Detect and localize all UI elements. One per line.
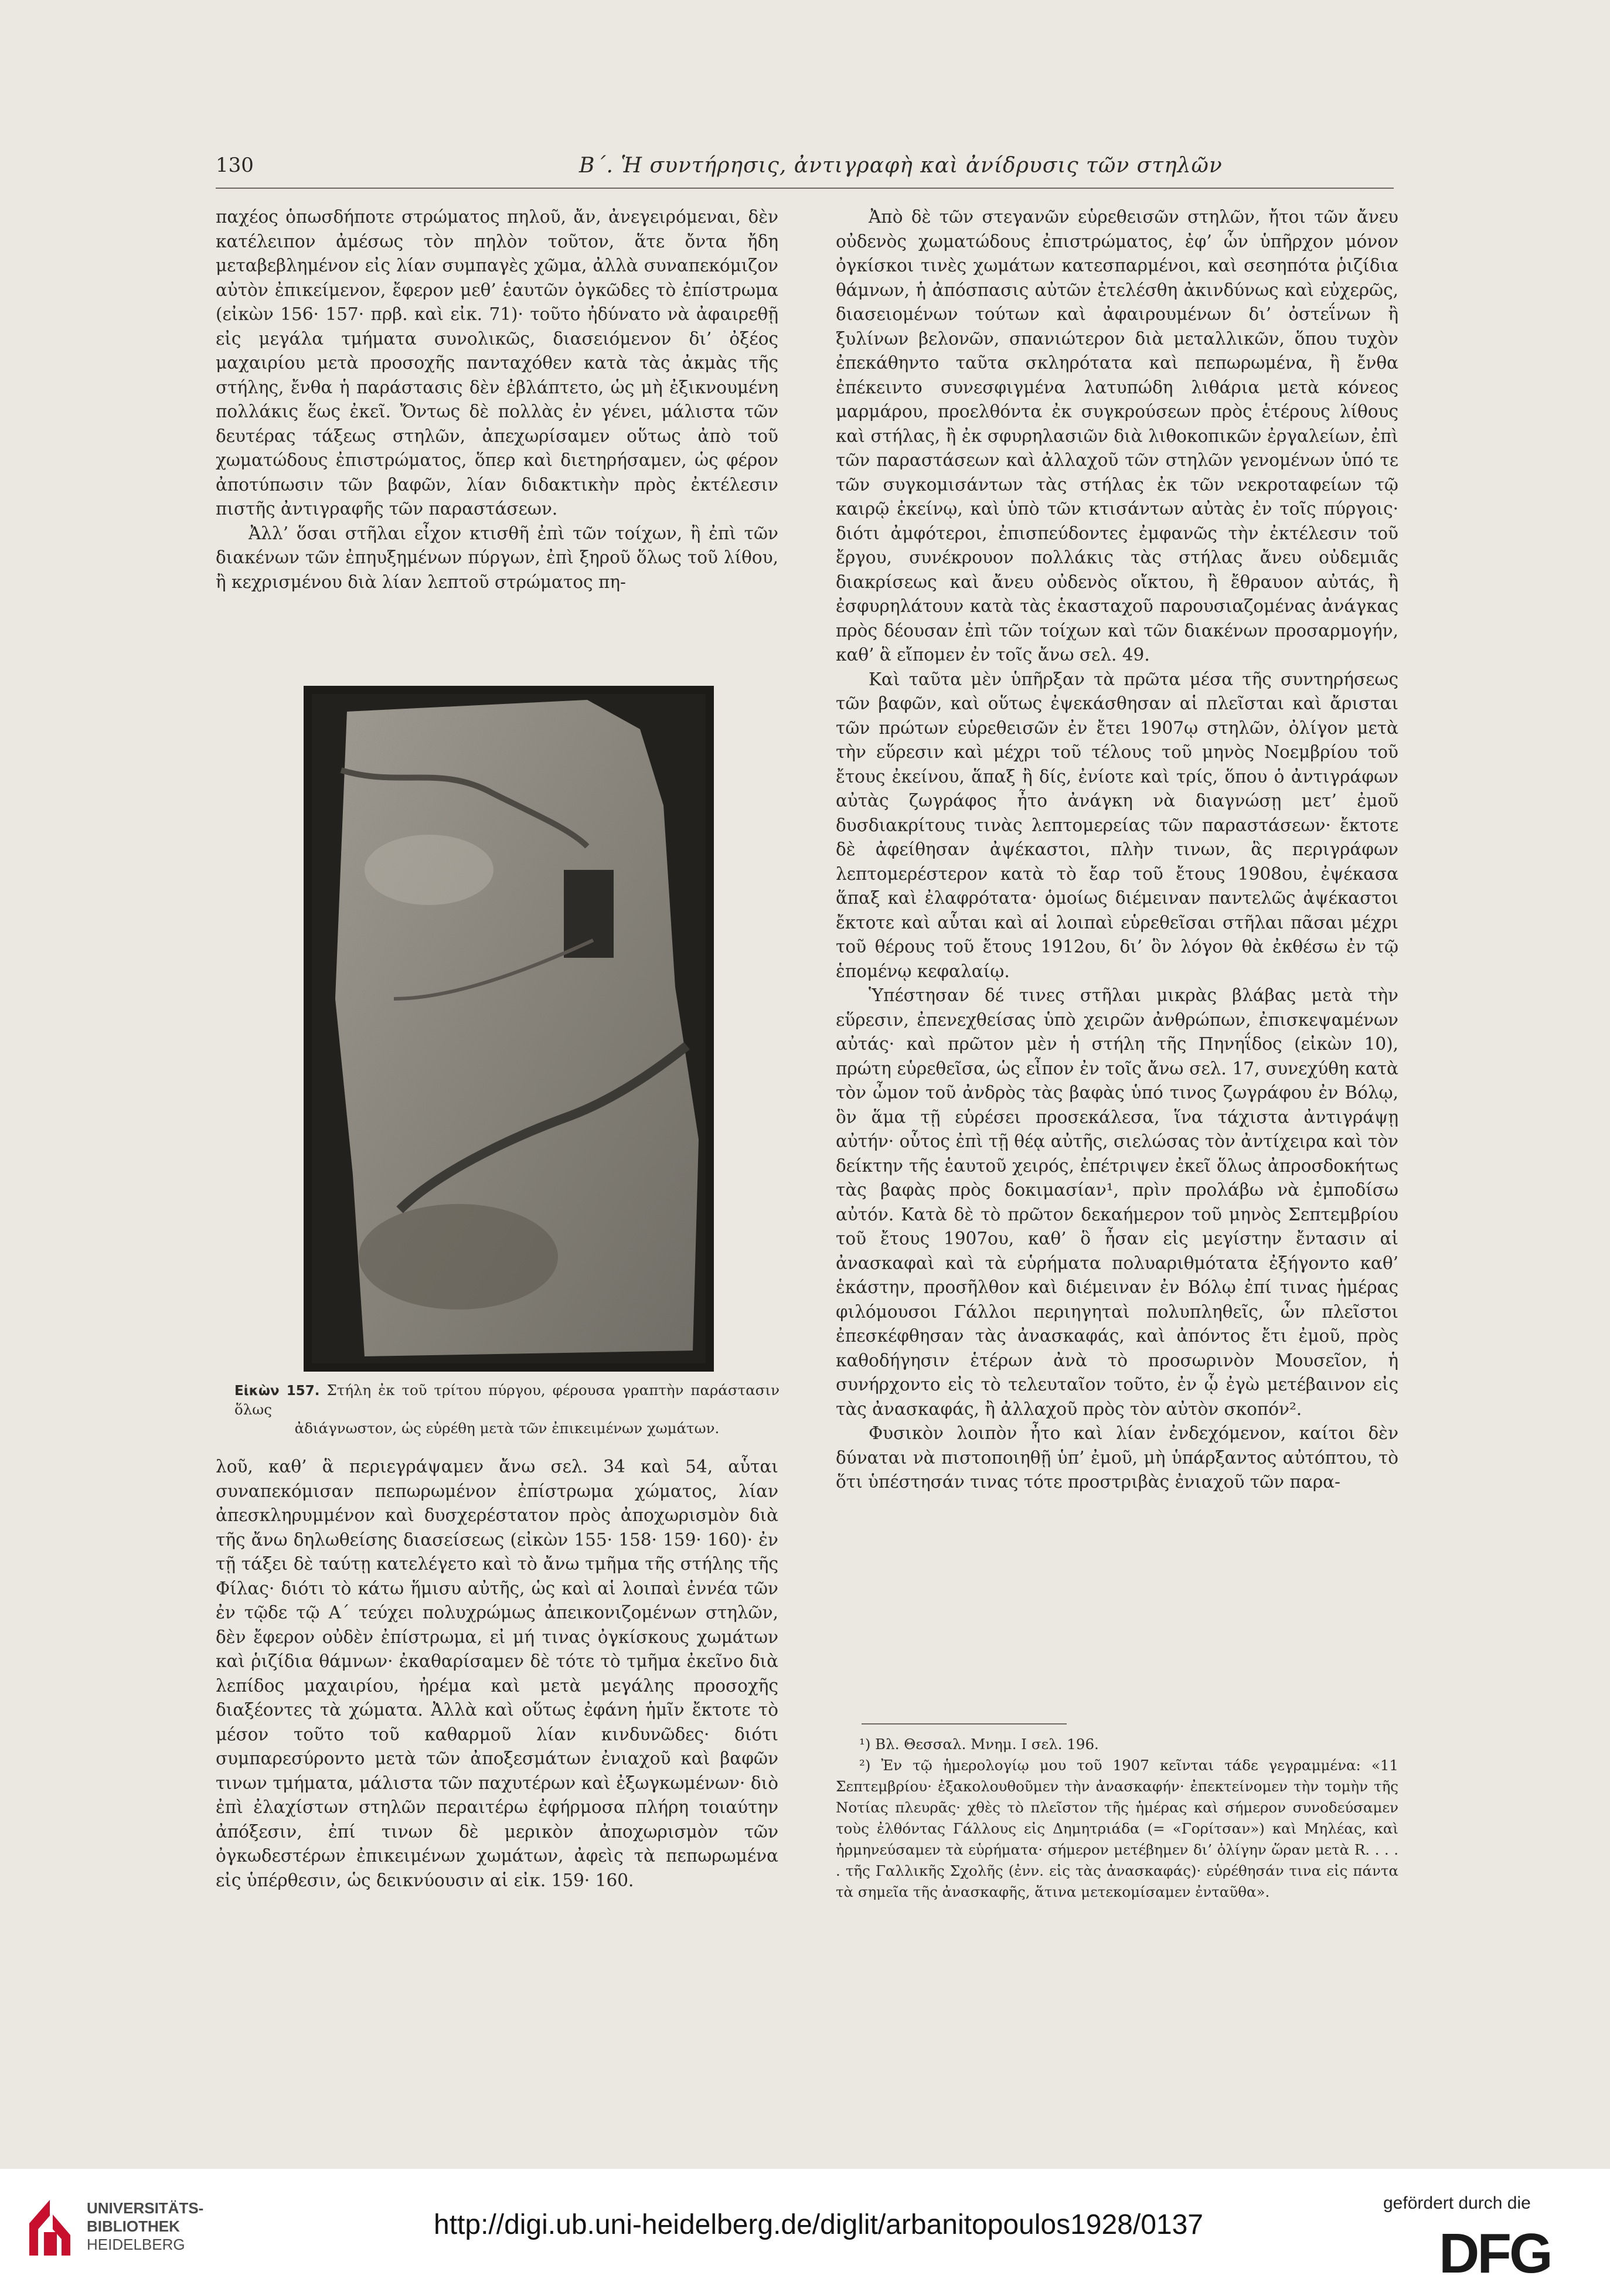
permalink[interactable]: http://digi.ub.uni-heidelberg.de/diglit/arbanitopoulos1928/0137 xyxy=(434,2209,1203,2240)
funded-by-label: gefördert durch die xyxy=(1383,2193,1531,2213)
library-name-line: HEIDELBERG xyxy=(87,2236,185,2253)
paragraph: Ἀλλ’ ὅσαι στῆλαι εἶχον κτισθῆ ἐπὶ τῶν τοίχων, ἢ ἐπὶ τῶν διακένων τῶν ἐπηυξημένων πύργων, ἐπὶ ξηροῦ ὅλως τοῦ λίθου, ἢ κεχρισμένου διὰ λίαν λεπτοῦ στρώματος πη- xyxy=(216,523,778,592)
right-column xyxy=(836,205,1398,1495)
library-name-line: BIBLIOTHEK xyxy=(87,2217,180,2235)
footnote: ²) Ἐν τῷ ἡμερολογίῳ μου τοῦ 1907 κεῖνται τάδε γεγραμμένα: «11 Σεπτεμβρίου· ἐξακολουθοῦμεν τὴν ἀνασκαφήν· ἐπεκτείνομεν τὴν τομὴν τῆς Νοτίας πλευρᾶς· χθὲς τὸ πλεῖστον τῆς ἡμέρας καὶ σήμερον συνοδεύσαμεν τοὺς ἐλθόντας Γάλλους εἰς Δημητριάδα (= «Γορίτσαν») καὶ Μηλέας, καὶ ἠρμηνεύσαμεν τὰ εὑρήματα· σήμερον μετέβημεν δι’ ὀλίγην ὥραν μετὰ R. . . . . τῆς Γαλλικῆς Σχολῆς (ἐνν. εἰς τὰς ἀνασκαφάς)· εὑρέθησάν τινα εἰς πάντα τὰ σημεῖα τῆς ἀνασκαφῆς, ἅτινα μετεκομίσαμεν ἐνταῦθα». xyxy=(836,1757,1398,1900)
paragraph: λοῦ, καθ’ ἃ περιεγράψαμεν ἄνω σελ. 34 καὶ 54, αὗται συναπεκόμισαν πεπωρωμένον ἐπίστρωμα χώματος, λίαν ἀπεσκληρυμμένον καὶ δυσχερέστατον πρὸς ἀποχωρισμὸν διὰ τῆς ἄνω δηλωθείσης διασείσεως (εἰκὼν 155· 158· 159· 160)· ἐν τῇ τάξει δὲ ταύτῃ κατελέγετο καὶ τὸ ἄνω τμῆμα τῆς στήλης τῆς Φίλας· διότι τὸ κάτω ἥμισυ αὐτῆς, ὡς καὶ αἱ λοιπαὶ ἐννέα τῶν ἐν τῷδε τῷ Α΄ τεύχει πολυχρώμως ἀπεικονιζομένων στηλῶν, δὲν ἔφερον οὐδὲν ἐπίστρωμα, εἰ μή τινας ὀγκίσκους χωμάτων καὶ ῥιζίδια θάμνων· ἐκαθαρίσαμεν δὲ τότε τὸ τμῆμα ἐκεῖνο διὰ λεπίδος μαχαιρίου, ἠρέμα καὶ μετὰ μεγάλης προσοχῆς διαξέοντες τὰ χώματα. Ἀλλὰ καὶ οὕτως ἐφάνη ἡμῖν ἔκτοτε τὸ μέσον τοῦτο τοῦ καθαρμοῦ λίαν κινδυνῶδες· διότι συμπαρεσύροντο μετὰ τῶν ἀποξεσμάτων ἐνιαχοῦ καὶ βαφῶν τινων τμήματα, μάλιστα τῶν παχυτέρων καὶ ἐξωγκωμένων· διὸ ἐπὶ ἐλαχίστων στηλῶν περαιτέρω ἐφήρμοσα πλήρη τοιαύτην ἀπόξεσιν, ἐπί τινων δὲ μερικὸν ἀποχωρισμὸν τῶν ὀγκωδεστέρων ἐπικειμένων χωμάτων, ἀφεὶς τὰ πεπωρωμένα εἰς ὑπέρθεσιν, ὡς δεικνύουσιν αἱ εἰκ. 159· 160. xyxy=(216,1457,778,1890)
paragraph: Ὑπέστησαν δέ τινες στῆλαι μικρὰς βλάβας μετὰ τὴν εὕρεσιν, ἐπενεχθείσας ὑπὸ χειρῶν ἀνθρώπων, ἐπισκεψαμένων αὐτάς· καὶ πρῶτον μὲν ἡ στήλη τῆς Πηνηΐδος (εἰκὼν 10), πρώτη εὑρεθεῖσα, ὡς εἶπον ἐν τοῖς ἄνω σελ. 17, συνεχύθη κατὰ τὸν ὦμον τοῦ ἀνδρὸς τὰς βαφὰς ὑπό τινος ζωγράφου ἐν Βόλῳ, ὃν ἅμα τῇ εὑρέσει προσεκάλεσα, ἵνα τάχιστα ἀντιγράψῃ αὐτήν· οὗτος ἐπὶ τῇ θέᾳ αὐτῆς, σιελώσας τὸν ἀντίχειρα καὶ τὸν δείκτην τῆς ἑαυτοῦ χειρός, ἐπέτριψεν ἐκεῖ ὅλως ἀπροσδοκήτως τὰς βαφὰς πρὸς δοκιμασίαν¹, πρὶν προλάβω νὰ ἐμποδίσω αὐτόν. Κατὰ δὲ τὸ πρῶτον δεκαήμερον τοῦ μηνὸς Σεπτεμβρίου τοῦ ἔτους 1907ου, καθ’ ὃ ἦσαν εἰς μεγίστην ἔντασιν αἱ ἀνασκαφαὶ καὶ τὰ εὑρήματα πολυαριθμότατα ἐξήγοντο καθ’ ἑκάστην, προσῆλθον καὶ διέμειναν ἐν Βόλῳ ἐπί τινας ἡμέρας φιλόμουσοι Γάλλοι περιηγηταὶ πολυπληθεῖς, ὧν πλεῖστοι ἐπεσκέφθησαν τὰς ἀνασκαφάς, καὶ ἀπόντος ἔτι ἐμοῦ, πρὸς καθοδήγησιν ἑτέρων ἀνὰ τὸ προσωρινὸν Μουσεῖον, ἡ συνήρχοντο εἰς τὸ τελευταῖον τοῦτο, ἐν ᾧ ἐγὼ μετέβαινον εἰς τὰς ἀνασκαφάς, ἢ ἀλλαχοῦ πρὸς τὸν αὐτὸν σκοπόν². xyxy=(836,985,1398,1419)
running-head: Β΄. Ἡ συντήρησις, ἀντιγραφὴ καὶ ἀνίδρυσις τῶν στηλῶν xyxy=(579,154,1223,178)
paragraph: Καὶ ταῦτα μὲν ὑπῆρξαν τὰ πρῶτα μέσα τῆς συντηρήσεως τῶν βαφῶν, καὶ οὕτως ἐψεκάσθησαν αἱ πλεῖσται καὶ ἄρισται τῶν πρώτων εὑρεθεισῶν ἐν ἔτει 1907ῳ στηλῶν, ὀλίγον μετὰ τὴν εὕρεσιν καὶ μέχρι τοῦ τέλους τοῦ μηνὸς Νοεμβρίου τοῦ ἔτους ἐκείνου, ἅπαξ ἢ δίς, ἐνίοτε καὶ τρίς, ὅπου ὁ ἀντιγράφων αὐτὰς ζωγράφος ἦτο ἀνάγκη νὰ διαγνώσῃ μετ’ ἐμοῦ δυσδιακρίτους τινὰς λεπτομερείας τῶν παραστάσεων· ἔκτοτε δὲ ἀφείθησαν ἀψέκαστοι, πλὴν τινων, ἃς περιγράφων λεπτομερέστερον κατὰ τὸ ἔαρ τοῦ ἔτους 1908ου, ἐψέκασα ἅπαξ καὶ ἐλαφρότατα· ὁμοίως διέμειναν παντελῶς ἀψέκαστοι ἔκτοτε καὶ αὗται καὶ αἱ λοιπαὶ εὑρεθεῖσαι στῆλαι πᾶσαι μέχρι τοῦ θέρους τοῦ ἔτους 1912ου, δι’ ὃν λόγον θὰ ἐκθέσω ἐν τῷ ἑπομένῳ κεφαλαίῳ. xyxy=(836,669,1398,981)
library-name-line: UNIVERSITÄTS- xyxy=(87,2199,204,2217)
footnote-rule xyxy=(862,1723,1067,1724)
paragraph: Φυσικὸν λοιπὸν ἦτο καὶ λίαν ἐνδεχόμενον, καίτοι δὲν δύναται νὰ πιστοποιηθῇ ὑπ’ ἐμοῦ, μὴ ὑπάρξαντος αὐτόπτου, τὸ ὅτι ὑπέστησάν τινας τότε προστριβὰς ἐνιαχοῦ τῶν παρα- xyxy=(836,1423,1398,1492)
left-column-bottom xyxy=(216,1455,778,1893)
paragraph: παχέος ὁπωσδήποτε στρώματος πηλοῦ, ἄν, ἀνεγειρόμεναι, δὲν κατέλειπον ἀμέσως τὸν πηλὸν τοῦτον, ἅτε ὄντα ἤδη μεταβεβλημένον εἰς λίαν συμπαγὲς χῶμα, ἀλλὰ συναπεκόμιζον αὐτὸν ἐπικείμενον, ἔφερον μεθ’ ἑαυτῶν ὀγκῶδες τὸ ἐπίστρωμα (εἰκὼν 156· 157· πρβ. καὶ εἰκ. 71)· τοῦτο ἠδύνατο νὰ ἀφαιρεθῇ εἰς μεγάλα τμήματα συνολικῶς, διασειόμενον δι’ ὀξέος μαχαιρίου μετὰ προσοχῆς πανταχόθεν κατὰ τὰς ἀκμὰς τῆς στήλης, ἔνθα ἡ παράστασις δὲν ἐβλάπτετο, ὡς μὴ ἐξικνουμένη πολλάκις ἕως ἐκεῖ. Ὄντως δὲ πολλὰς ἐν γένει, μάλιστα τῶν δευτέρας τάξεως στηλῶν, ἀπεχωρίσαμεν οὕτως ἀπὸ τοῦ χωματώδους ἐπιστρώματος, ὅπερ καὶ διετηρήσαμεν, ὡς φέρον ἀποτύπωσιν τῶν βαφῶν, λίαν διδακτικὴν πρὸς ἐκτέλεσιν πιστῆς ἀντιγραφῆς τῶν παραστάσεων. xyxy=(216,207,778,519)
library-logo-icon xyxy=(23,2197,76,2261)
caption-line-2: ἀδιάγνωστον, ὡς εὑρέθη μετὰ τῶν ἐπικειμένων χωμάτων. xyxy=(294,1420,720,1437)
left-column-top xyxy=(216,205,778,594)
page-header xyxy=(216,154,1394,189)
footnotes xyxy=(836,1734,1398,1903)
digitization-footer xyxy=(0,2169,1610,2296)
stele-photograph xyxy=(304,686,714,1372)
header-rule xyxy=(216,188,1394,189)
figure-caption xyxy=(234,1381,780,1438)
figure-label: Εἰκὼν 157. xyxy=(234,1383,320,1399)
dfg-logo: DFG xyxy=(1439,2222,1551,2285)
caption-line-1: Στήλη ἐκ τοῦ τρίτου πύργου, φέρουσα γραπτὴν παράστασιν ὅλως xyxy=(234,1382,780,1418)
library-name xyxy=(87,2199,203,2254)
page-number: 130 xyxy=(216,154,254,177)
footnote: ¹) Βλ. Θεσσαλ. Μνημ. Ι σελ. 196. xyxy=(859,1736,1099,1753)
stele-image xyxy=(312,694,706,1363)
paragraph: Ἀπὸ δὲ τῶν στεγανῶν εὑρεθεισῶν στηλῶν, ἤτοι τῶν ἄνευ οὐδενὸς χωματώδους ἐπιστρώματος, ἐφ’ ὧν ὑπῆρχον μόνον ὀγκίσκοι τινὲς χωμάτων κατεσπαρμένοι, καὶ σεσηπότα ῥιζίδια θάμνων, ἡ ἀπόσπασις αὐτῶν ἐτελέσθη ἀκινδύνως καὶ εὐχερῶς, διασειομένων τούτων καὶ ἀφαιρουμένων δι’ ὀστεΐνων ἢ ξυλίνων βελονῶν, σπανιώτερον διὰ μεταλλικῶν, ὅπου τυχὸν ἐπεκάθηντο ταῦτα σκληρότατα καὶ πεπωρωμένα, ἢ ἔνθα ἐπέκειντο συνεσφιγμένα λατυπώδη λιθάρια μετὰ κόνεος μαρμάρου, προελθόντα ἐκ συγκρούσεων πρὸς ἑτέρους λίθους καὶ στήλας, ἢ ἐκ σφυρηλασιῶν διὰ λιθοκοπικῶν ἐργαλείων, ἐπὶ τῶν παραστάσεων καὶ ἀλλαχοῦ τῶν στηλῶν γενομένων ὑπό τε τῶν συγκομισάντων τὰς στήλας ἐκ τῶν νεκροταφείων τῷ καιρῷ ἐκείνῳ, καὶ ὑπὸ τῶν κτισάντων αὐτὰς ἐν τοῖς πύργοις· διότι ἀμφότεροι, ἐπισπεύδοντες ἐμφανῶς τὴν ἐκτέλεσιν τοῦ ἔργου, συνέκρουον πολλάκις τὰς στήλας ἄνευ οὐδεμιᾶς διακρίσεως καὶ ἄνευ οὐδενὸς οἴκτου, ἢ ἔθραυον αὐτάς, ἢ ἐσφυρηλάτουν κατὰ τὰς ἑκασταχοῦ παρουσιαζομένας ἀνάγκας πρὸς δέουσαν ἐπὶ τῶν τοίχων καὶ τῶν διακένων προσαρμογήν, καθ’ ἃ εἴπομεν ἐν τοῖς ἄνω σελ. 49. xyxy=(836,207,1398,665)
